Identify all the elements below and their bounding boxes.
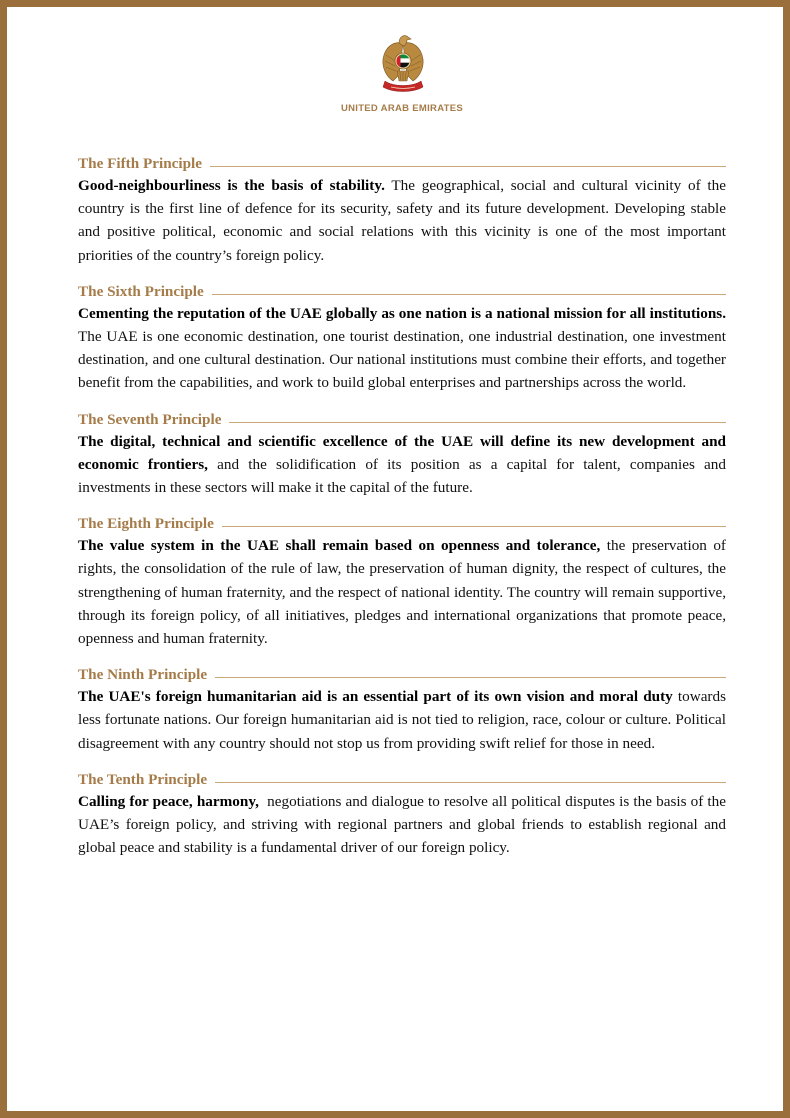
- principle-heading-row: [78, 665, 726, 685]
- principle-lead: The UAE's foreign humanitarian aid is an essential part of its own vision and moral duty: [78, 688, 673, 706]
- principle-title: The Ninth Principle: [78, 666, 208, 684]
- principle-text: towards less fortunate nations. Our foreign humanitarian aid is not tied to religion, race, colour or culture. Political disagreement with any country should not stop us from providing swift relief for those in need.: [78, 688, 726, 752]
- principle-title: The Eighth Principle: [78, 515, 214, 533]
- heading-divider: [229, 422, 726, 423]
- principle-text: and the solidification of its position as a capital for talent, companies and investments in these sectors will make it the capital of the future.: [78, 455, 726, 497]
- principle-text: negotiations and dialogue to resolve all political disputes is the basis of the UAE’s foreign policy, and striving with regional partners and global friends to establish regional and global peace and stability is a fundamental driver of our foreign policy.: [78, 792, 730, 857]
- principle-tenth: [78, 770, 730, 860]
- principle-seventh: [78, 410, 726, 500]
- principle-lead: The value system in the UAE shall remain based on openness and tolerance,: [78, 537, 601, 555]
- heading-divider: [222, 526, 726, 527]
- heading-divider: [215, 677, 726, 678]
- principle-heading-row: [78, 154, 726, 174]
- principle-text: The UAE is one economic destination, one tourist destination, one industrial destination, one investment destination, and one cultural destination. Our national institutions must combine their efforts, and together benefit from the capabilities, and work to build global enterprises and partnerships across the world.: [78, 328, 726, 392]
- heading-divider: [215, 782, 726, 783]
- principle-lead: Cementing the reputation of the UAE globally as one nation is a national mission for all institutions.: [78, 304, 726, 322]
- heading-divider: [212, 294, 726, 295]
- principle-heading-row: [78, 282, 726, 302]
- principle-body: [78, 302, 726, 395]
- heading-divider: [210, 166, 726, 167]
- principle-fifth: [78, 154, 726, 267]
- principle-ninth: [78, 665, 726, 755]
- principle-lead: The digital, technical and scientific excellence of the UAE will define its new development and economic frontiers,: [78, 432, 726, 473]
- principle-title: The Tenth Principle: [78, 770, 208, 788]
- principle-title: The Seventh Principle: [78, 410, 222, 428]
- principle-sixth: [78, 282, 726, 395]
- country-name: UNITED ARAB EMIRATES: [340, 103, 464, 114]
- principle-text: The geographical, social and cultural vicinity of the country is the first line of defence for its security, safety and its future development. Developing stable and positive political, economic and social relations with this vicinity is one of the most important priorities of the country’s foreign policy.: [78, 177, 726, 264]
- principle-lead: Calling for peace, harmony,: [78, 792, 259, 810]
- principles-content: [78, 154, 730, 874]
- principle-body: [78, 790, 730, 860]
- principle-heading-row: [78, 410, 726, 430]
- principle-eighth: [78, 514, 726, 650]
- principle-title: The Fifth Principle: [78, 155, 203, 172]
- principle-heading-row: [78, 514, 726, 534]
- principle-lead: Good-neighbourliness is the basis of stability.: [78, 177, 385, 194]
- principle-heading-row: [78, 770, 726, 790]
- principle-body: [78, 534, 726, 650]
- uae-emblem-logo: [379, 31, 427, 95]
- emblem-ribbon: [383, 81, 423, 92]
- principle-body: [78, 174, 726, 267]
- principle-text: the preservation of rights, the consolidation of the rule of law, the preservation of human dignity, the respect of cultures, the strengthening of human fraternity, and the respect of national identity. The country will remain supportive, through its foreign policy, of all initiatives, pledges and international organizations that promote peace, openness and human fraternity.: [78, 537, 726, 648]
- principle-body: [78, 430, 726, 500]
- principle-body: [78, 685, 726, 755]
- principle-title: The Sixth Principle: [78, 282, 204, 300]
